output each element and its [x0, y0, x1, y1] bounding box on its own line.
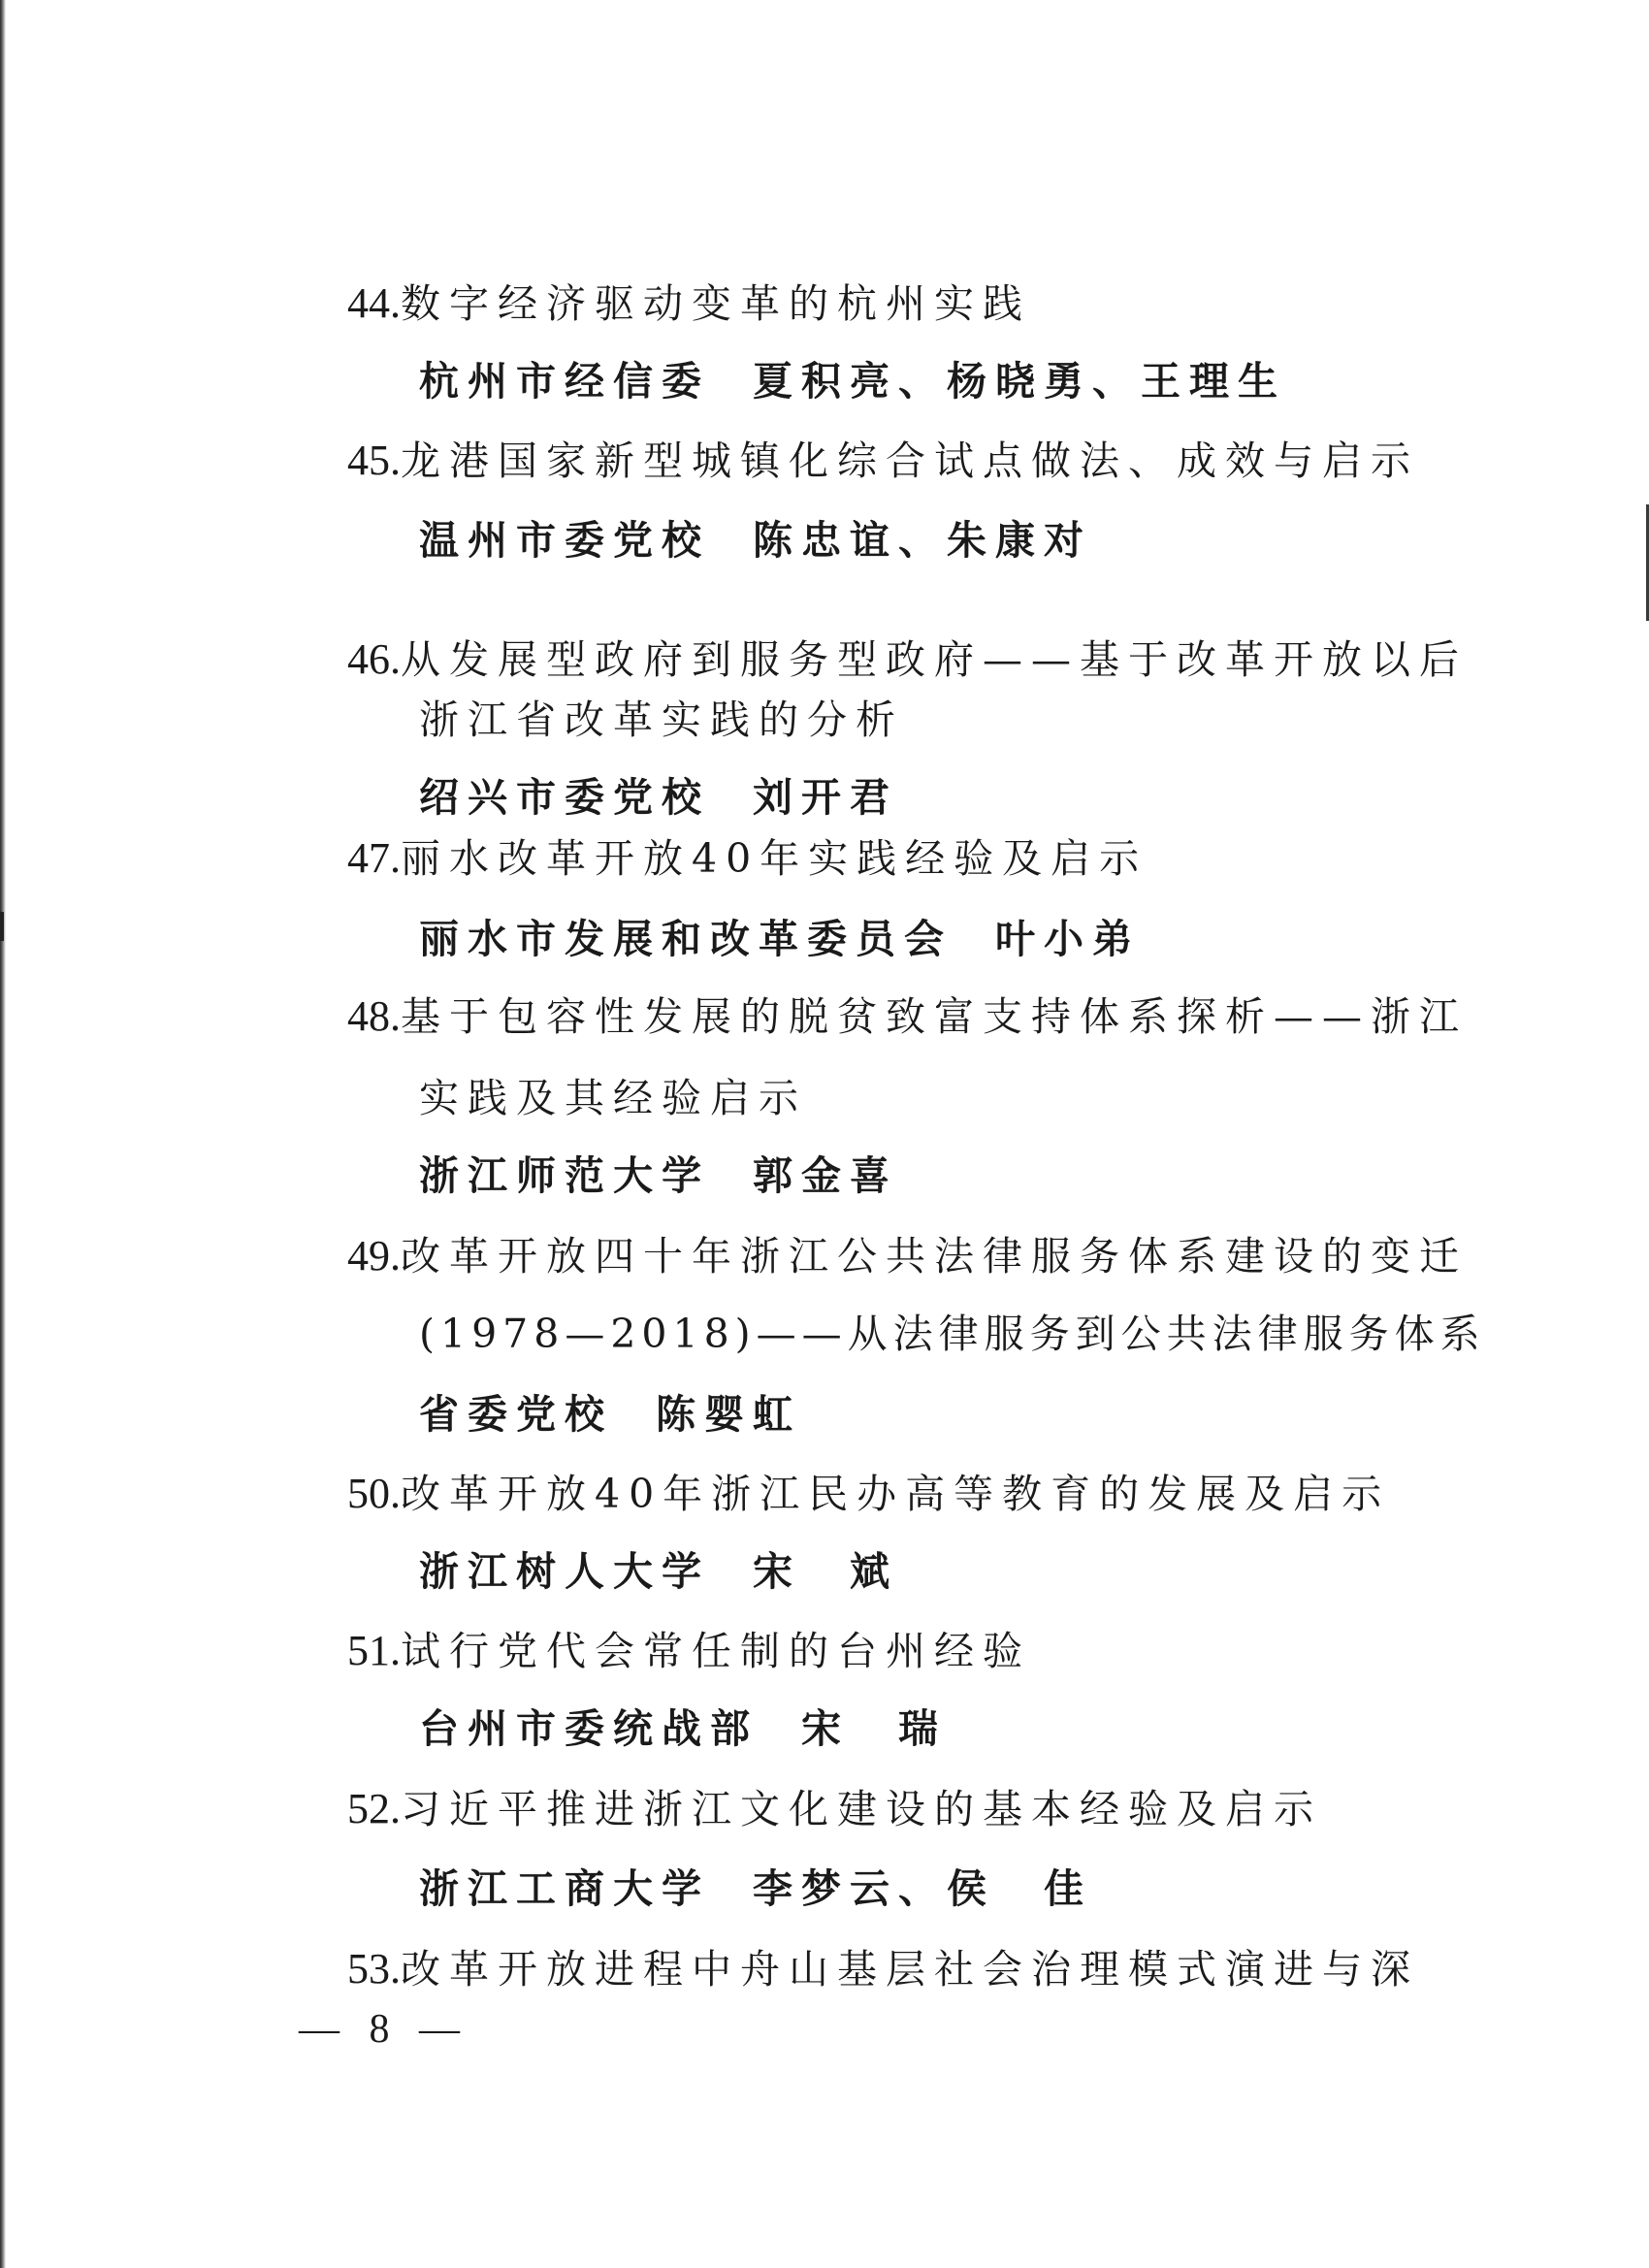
entry-number: 48. — [347, 992, 401, 1040]
entry-organization: 浙江工商大学 — [419, 1865, 710, 1912]
entry-51-author — [419, 1700, 947, 1758]
entry-authors: 宋 斌 — [753, 1548, 898, 1595]
entry-organization: 丽水市发展和改革委员会 — [419, 916, 953, 962]
entry-organization: 台州市委统战部 — [419, 1705, 759, 1752]
entry-number: 53. — [347, 1945, 401, 1993]
entry-title: 从发展型政府到服务型政府——基于改革开放以后 — [401, 636, 1468, 683]
entry-organization: 浙江师范大学 — [419, 1152, 710, 1199]
entry-46-title-cont: 浙江省改革实践的分析 — [419, 697, 904, 743]
entry-47-author — [419, 910, 1141, 968]
entry-number: 47. — [347, 834, 401, 882]
entry-authors: 夏积亮、杨晓勇、王理生 — [753, 358, 1286, 405]
entry-title: 改革开放进程中舟山基层社会治理模式演进与深 — [401, 1946, 1419, 1993]
entry-46-title — [347, 631, 1468, 689]
entry-title: 丽水改革开放40年实践经验及启示 — [401, 835, 1148, 882]
entry-number: 51. — [347, 1627, 401, 1674]
entry-number: 50. — [347, 1470, 401, 1517]
entry-title: 改革开放40年浙江民办高等教育的发展及启示 — [401, 1471, 1391, 1517]
entry-52-title — [347, 1780, 1322, 1838]
entry-50-author — [419, 1542, 898, 1601]
entry-authors: 李梦云、侯 佳 — [753, 1865, 1092, 1912]
entry-title: 试行党代会常任制的台州经验 — [401, 1628, 1031, 1674]
entry-51-title — [347, 1622, 1031, 1680]
entry-44-title — [347, 275, 1031, 333]
entry-44-author — [419, 352, 1286, 410]
entry-49-title — [347, 1227, 1468, 1285]
entry-organization: 绍兴市委党校 — [419, 774, 710, 821]
page-number: — 8 — — [299, 2007, 469, 2052]
entry-50-title — [347, 1465, 1390, 1523]
entry-organization: 浙江树人大学 — [419, 1548, 710, 1595]
entry-title: 改革开放四十年浙江公共法律服务体系建设的变迁 — [401, 1233, 1468, 1280]
entry-number: 49. — [347, 1232, 401, 1280]
scan-mark — [0, 912, 4, 941]
entry-45-author — [419, 511, 1092, 569]
scan-edge — [0, 0, 6, 2268]
entry-title: 基于包容性发展的脱贫致富支持体系探析——浙江 — [401, 993, 1468, 1040]
entry-organization: 省委党校 — [419, 1391, 613, 1438]
entry-52-author — [419, 1860, 1092, 1918]
entry-authors: 陈忠谊、朱康对 — [753, 517, 1092, 564]
entry-title: 习近平推进浙江文化建设的基本经验及启示 — [401, 1786, 1322, 1832]
entry-number: 45. — [347, 437, 401, 484]
entry-authors: 宋 瑞 — [801, 1705, 947, 1752]
entry-48-title-cont: 实践及其经验启示 — [419, 1075, 807, 1121]
entry-organization: 杭州市经信委 — [419, 358, 710, 405]
entry-53-title — [347, 1940, 1419, 1998]
entry-authors: 郭金喜 — [753, 1152, 898, 1199]
entry-number: 52. — [347, 1785, 401, 1832]
entry-number: 44. — [347, 279, 401, 327]
entry-title: 数字经济驱动变革的杭州实践 — [401, 280, 1031, 327]
entry-48-title — [347, 988, 1468, 1046]
entry-authors: 叶小弟 — [995, 916, 1141, 962]
entry-48-author — [419, 1147, 898, 1205]
entry-organization: 温州市委党校 — [419, 517, 710, 564]
entry-authors: 陈婴虹 — [656, 1391, 801, 1438]
entry-47-title — [347, 829, 1148, 888]
entry-49-author — [419, 1385, 801, 1443]
entry-title: 龙港国家新型城镇化综合试点做法、成效与启示 — [401, 437, 1419, 484]
entry-45-title — [347, 432, 1419, 490]
entry-46-author — [419, 768, 898, 826]
entry-49-title-cont: (1978—2018)——从法律服务到公共法律服务体系 — [419, 1311, 1486, 1357]
entry-number: 46. — [347, 635, 401, 683]
entry-authors: 刘开君 — [753, 774, 898, 821]
